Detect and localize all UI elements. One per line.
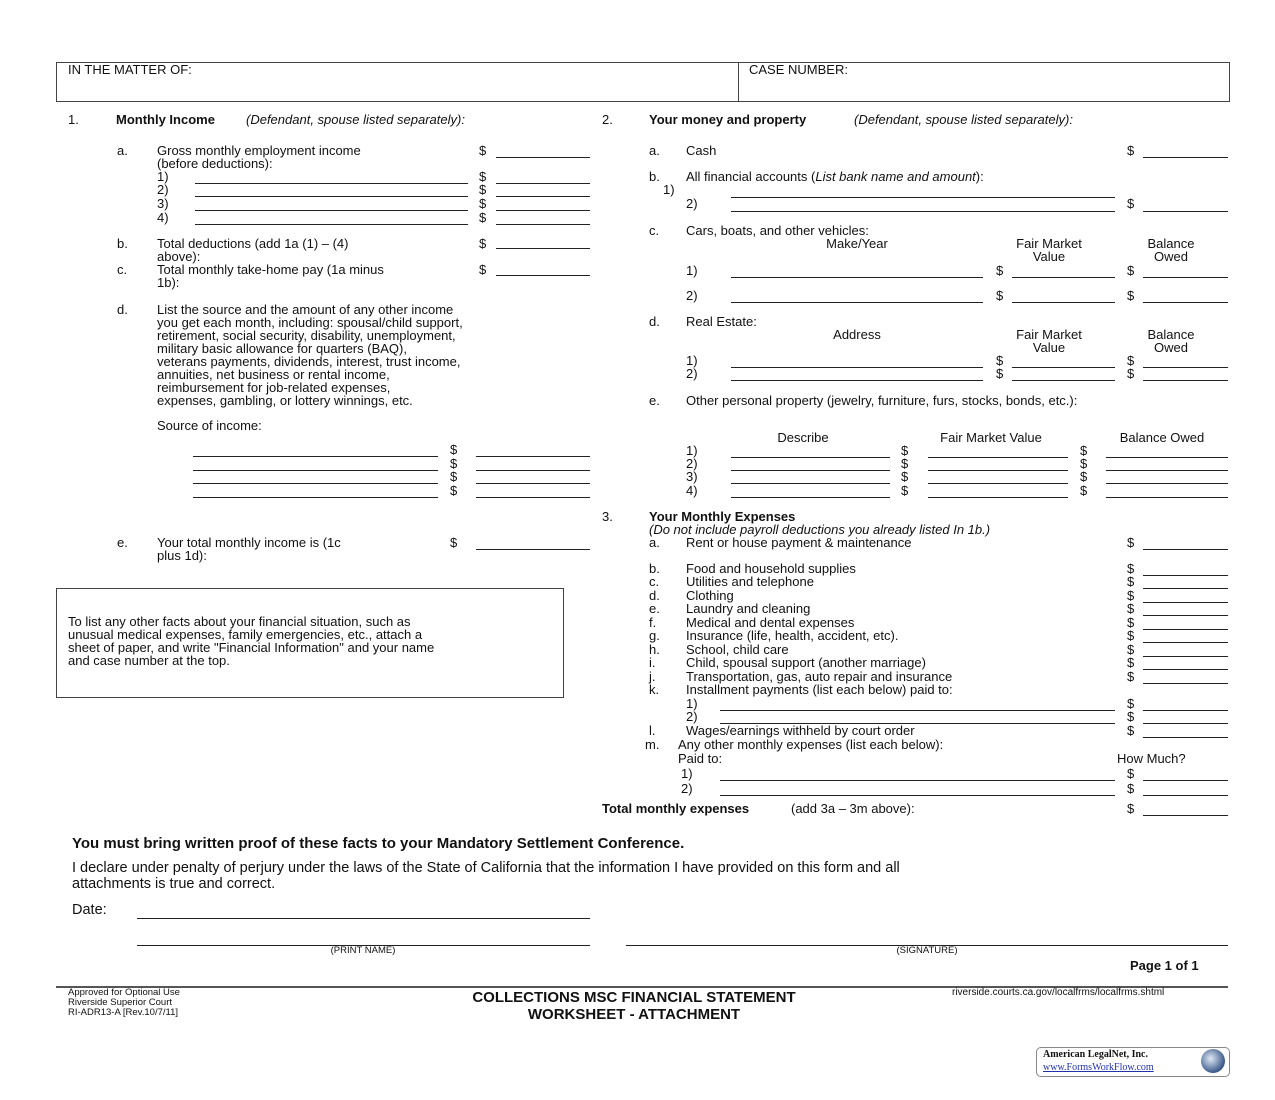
amount-field[interactable] — [1143, 277, 1228, 278]
note-text: sheet of paper, and write "Financial Information" and your name — [68, 640, 435, 655]
proof-notice: You must bring written proof of these facts to your Mandatory Settlement Conference. — [72, 835, 685, 852]
dollar-sign: $ — [1127, 574, 1135, 589]
item-letter: f. — [649, 615, 657, 630]
footer-url: riverside.courts.ca.gov/localfrms/localfrms.shtml — [952, 987, 1165, 998]
dollar-sign: $ — [1080, 456, 1088, 471]
source-field[interactable] — [193, 456, 438, 457]
item-letter: e. — [649, 601, 660, 616]
amount-field[interactable] — [1012, 277, 1115, 278]
section-number: 3. — [602, 509, 613, 524]
note-text: and case number at the top. — [68, 653, 230, 668]
row-number: 1) — [663, 182, 675, 197]
description-field[interactable] — [195, 224, 468, 225]
account-field[interactable] — [731, 197, 1115, 198]
amount-field[interactable] — [1143, 211, 1228, 212]
item-letter: i. — [649, 655, 656, 670]
column-header: Value — [1032, 340, 1066, 355]
describe-field[interactable] — [731, 470, 890, 471]
address-field[interactable] — [731, 380, 983, 381]
declaration-text: I declare under penalty of perjury under the laws of the State of California that the information I have provided on this form and all — [72, 860, 900, 876]
item-label: Total monthly take-home pay (1a minus — [157, 262, 384, 277]
description-field[interactable] — [195, 183, 468, 184]
item-label: annuities, net business or rental income, — [157, 367, 390, 382]
case-number-label: CASE NUMBER: — [749, 62, 848, 77]
amount-field[interactable] — [1143, 157, 1228, 158]
item-letter: l. — [649, 723, 656, 738]
dollar-sign: $ — [901, 469, 909, 484]
dollar-sign: $ — [1127, 366, 1135, 381]
expense-label: Rent or house payment & maintenance — [686, 535, 912, 550]
header-box — [56, 62, 1230, 102]
item-letter: m. — [645, 737, 660, 752]
amount-field[interactable] — [1143, 723, 1228, 724]
dollar-sign: $ — [450, 442, 458, 457]
amount-field[interactable] — [1143, 380, 1228, 381]
column-header: Balance Owed — [1119, 430, 1205, 445]
item-label: Other personal property (jewelry, furniture, furs, stocks, bonds, etc.): — [686, 393, 1078, 408]
item-letter: d. — [649, 314, 660, 329]
dollar-sign: $ — [1080, 469, 1088, 484]
dollar-sign: $ — [1127, 642, 1135, 657]
expense-label: Insurance (life, health, accident, etc). — [686, 628, 899, 643]
expense-label: Installment payments (list each below) paid to: — [686, 682, 953, 697]
row-number: 2) — [157, 182, 169, 197]
vehicle-field[interactable] — [731, 277, 983, 278]
dollar-sign: $ — [1127, 601, 1135, 616]
amount-field[interactable] — [1143, 669, 1228, 670]
source-field[interactable] — [193, 470, 438, 471]
item-letter: e. — [117, 535, 128, 550]
dollar-sign: $ — [1127, 628, 1135, 643]
amount-field[interactable] — [476, 456, 590, 457]
column-header: Owed — [1154, 249, 1188, 264]
item-letter: d. — [649, 588, 660, 603]
item-label: List the source and the amount of any other income — [157, 302, 454, 317]
source-field[interactable] — [193, 483, 438, 484]
american-legalnet-logo[interactable] — [1036, 1047, 1230, 1077]
financial-accounts-label — [686, 170, 984, 183]
dollar-sign: $ — [1127, 801, 1135, 816]
item-label: plus 1d): — [157, 548, 207, 563]
form-title: COLLECTIONS MSC FINANCIAL STATEMENT — [472, 989, 796, 1006]
amount-field[interactable] — [1143, 710, 1228, 711]
amount-field[interactable] — [1106, 470, 1228, 471]
dollar-sign: $ — [450, 456, 458, 471]
section-number: 2. — [602, 112, 613, 127]
source-label: Source of income: — [157, 418, 262, 433]
column-header: Owed — [1154, 340, 1188, 355]
amount-field[interactable] — [1012, 302, 1115, 303]
section-note: (Do not include payroll deductions you already listed In 1b.) — [649, 522, 991, 537]
item-letter: b. — [649, 169, 660, 184]
dollar-sign: $ — [479, 169, 487, 184]
amount-field[interactable] — [1143, 815, 1228, 816]
column-header: Fair Market — [1016, 236, 1082, 251]
column-header: Balance — [1147, 236, 1195, 251]
item-label: Cash — [686, 143, 717, 158]
note-text: unusual medical expenses, family emergencies, etc., attach a — [68, 627, 423, 642]
vehicle-field[interactable] — [731, 302, 983, 303]
amount-field[interactable] — [928, 470, 1068, 471]
amount-field[interactable] — [1143, 602, 1228, 603]
dollar-sign: $ — [479, 196, 487, 211]
amount-field[interactable] — [476, 470, 590, 471]
paid-to-label: Paid to: — [678, 751, 723, 766]
amount-field[interactable] — [1143, 642, 1228, 643]
amount-field[interactable] — [496, 224, 590, 225]
address-field[interactable] — [731, 367, 983, 368]
row-number: 1) — [681, 766, 693, 781]
amount-field[interactable] — [1106, 497, 1228, 498]
item-letter: d. — [117, 302, 128, 317]
item-letter: g. — [649, 628, 660, 643]
print-name-caption: (PRINT NAME) — [330, 945, 396, 956]
item-label: veterans payments, dividends, interest, trust income, — [157, 354, 461, 369]
expense-label: Utilities and telephone — [686, 574, 814, 589]
payee-field[interactable] — [720, 780, 1115, 781]
source-field[interactable] — [193, 497, 438, 498]
item-label: All financial accounts ( — [686, 169, 816, 184]
dollar-sign: $ — [450, 483, 458, 498]
amount-field[interactable] — [476, 549, 590, 550]
dollar-sign: $ — [1127, 781, 1135, 796]
dollar-sign: $ — [1080, 443, 1088, 458]
dollar-sign: $ — [996, 366, 1004, 381]
expense-label: Medical and dental expenses — [686, 615, 855, 630]
row-number: 2) — [686, 288, 698, 303]
item-label-italic: List bank name and amount — [815, 169, 976, 184]
item-letter: b. — [117, 236, 128, 251]
footer-note: Approved for Optional Use — [68, 987, 180, 998]
section-subtitle: (Defendant, spouse listed separately): — [854, 112, 1073, 127]
item-label: 1b): — [157, 275, 180, 290]
amount-field[interactable] — [1106, 457, 1228, 458]
amount-field[interactable] — [496, 248, 590, 249]
amount-field[interactable] — [496, 210, 590, 211]
item-label: Total deductions (add 1a (1) – (4) — [157, 236, 349, 251]
row-number: 2) — [686, 196, 698, 211]
dollar-sign: $ — [1127, 723, 1135, 738]
row-number: 4) — [686, 483, 698, 498]
payee-field[interactable] — [720, 710, 1115, 711]
item-label: ): — [975, 169, 984, 184]
expense-label: Child, spousal support (another marriage) — [686, 655, 926, 670]
row-number: 2) — [686, 456, 698, 471]
dollar-sign: $ — [1080, 483, 1088, 498]
section-subtitle: (Defendant, spouse listed separately): — [246, 112, 465, 127]
dollar-sign: $ — [996, 353, 1004, 368]
item-label: you get each month, including: spousal/child support, — [157, 315, 463, 330]
dollar-sign: $ — [1127, 709, 1135, 724]
row-number: 1) — [157, 169, 169, 184]
logo-link[interactable]: www.FormsWorkFlow.com — [1043, 1062, 1154, 1073]
declaration-text: attachments is true and correct. — [72, 876, 276, 892]
dollar-sign: $ — [1127, 196, 1135, 211]
amount-field[interactable] — [1143, 588, 1228, 589]
column-header: Describe — [777, 430, 829, 445]
item-label: Gross monthly employment income — [157, 143, 361, 158]
item-letter: c. — [117, 262, 128, 277]
amount-field[interactable] — [1143, 656, 1228, 657]
amount-field[interactable] — [496, 183, 590, 184]
expense-label: Laundry and cleaning — [686, 601, 811, 616]
description-field[interactable] — [195, 196, 468, 197]
item-label: expenses, gambling, or lottery winnings, etc. — [157, 393, 413, 408]
amount-field[interactable] — [1143, 780, 1228, 781]
footer-note: Riverside Superior Court — [68, 997, 173, 1008]
dollar-sign: $ — [1127, 588, 1135, 603]
item-letter: a. — [649, 143, 660, 158]
dollar-sign: $ — [1127, 561, 1135, 576]
item-letter: h. — [649, 642, 660, 657]
amount-field[interactable] — [476, 483, 590, 484]
amount-field[interactable] — [1143, 795, 1228, 796]
amount-field[interactable] — [1143, 367, 1228, 368]
dollar-sign: $ — [450, 469, 458, 484]
item-label: retirement, social security, disability, unemployment, — [157, 328, 456, 343]
amount-field[interactable] — [1143, 575, 1228, 576]
amount-field[interactable] — [1143, 549, 1228, 550]
dollar-sign: $ — [901, 443, 909, 458]
expense-label: Transportation, gas, auto repair and insurance — [686, 669, 953, 684]
item-letter: b. — [649, 561, 660, 576]
row-number: 1) — [686, 443, 698, 458]
amount-field[interactable] — [928, 483, 1068, 484]
item-label: Your total monthly income is (1c — [157, 535, 341, 550]
item-label: Real Estate: — [686, 314, 757, 329]
item-letter: c. — [649, 574, 660, 589]
dollar-sign: $ — [1127, 655, 1135, 670]
column-header: Make/Year — [826, 236, 888, 251]
expense-label: Wages/earnings withheld by court order — [686, 723, 915, 738]
item-letter: e. — [649, 393, 660, 408]
globe-icon — [1201, 1049, 1225, 1073]
row-number: 2) — [686, 709, 698, 724]
signature-caption: (SIGNATURE) — [896, 945, 958, 956]
amount-field[interactable] — [1143, 629, 1228, 630]
expense-label: Food and household supplies — [686, 561, 856, 576]
amount-field[interactable] — [1012, 367, 1115, 368]
logo-name: American LegalNet, Inc. — [1043, 1049, 1148, 1060]
dollar-sign: $ — [1127, 669, 1135, 684]
form-title: WORKSHEET - ATTACHMENT — [527, 1006, 741, 1023]
dollar-sign: $ — [996, 288, 1004, 303]
dollar-sign: $ — [1127, 696, 1135, 711]
amount-field[interactable] — [1143, 737, 1228, 738]
describe-field[interactable] — [731, 497, 890, 498]
expense-label: Clothing — [686, 588, 734, 603]
item-label: (before deductions): — [157, 156, 273, 171]
dollar-sign: $ — [479, 182, 487, 197]
dollar-sign: $ — [1127, 535, 1135, 550]
amount-field[interactable] — [1143, 683, 1228, 684]
dollar-sign: $ — [1127, 353, 1135, 368]
amount-field[interactable] — [496, 196, 590, 197]
amount-field[interactable] — [1106, 483, 1228, 484]
amount-field[interactable] — [496, 157, 590, 158]
column-header: Balance — [1147, 327, 1195, 342]
item-letter: c. — [649, 223, 660, 238]
describe-field[interactable] — [731, 483, 890, 484]
row-number: 2) — [681, 781, 693, 796]
dollar-sign: $ — [1127, 263, 1135, 278]
row-number: 4) — [157, 210, 169, 225]
dollar-sign: $ — [450, 535, 458, 550]
dollar-sign: $ — [996, 263, 1004, 278]
item-label: above): — [157, 249, 201, 264]
item-label: reimbursement for job-related expenses, — [157, 380, 391, 395]
section-title: Monthly Income — [116, 112, 215, 127]
amount-field[interactable] — [928, 457, 1068, 458]
header-divider — [738, 62, 739, 101]
amount-field[interactable] — [1012, 380, 1115, 381]
amount-field[interactable] — [1143, 302, 1228, 303]
expense-label: School, child care — [686, 642, 789, 657]
note-text: To list any other facts about your financial situation, such as — [68, 614, 411, 629]
matter-label: IN THE MATTER OF: — [68, 62, 192, 77]
row-number: 1) — [686, 353, 698, 368]
how-much-label: How Much? — [1117, 751, 1186, 766]
row-number: 3) — [157, 196, 169, 211]
date-field[interactable] — [137, 918, 590, 919]
date-label: Date: — [72, 902, 107, 918]
dollar-sign: $ — [479, 143, 487, 158]
dollar-sign: $ — [901, 456, 909, 471]
dollar-sign: $ — [479, 210, 487, 225]
column-header: Fair Market — [1016, 327, 1082, 342]
expense-label: Any other monthly expenses (list each below): — [678, 737, 944, 752]
item-letter: a. — [117, 143, 128, 158]
section-title: Your money and property — [649, 112, 807, 127]
dollar-sign: $ — [479, 236, 487, 251]
row-number: 1) — [686, 696, 698, 711]
describe-field[interactable] — [731, 457, 890, 458]
total-label: (add 3a – 3m above): — [791, 801, 915, 816]
amount-field[interactable] — [1143, 615, 1228, 616]
item-letter: a. — [649, 535, 660, 550]
dollar-sign: $ — [1127, 143, 1135, 158]
dollar-sign: $ — [1127, 615, 1135, 630]
item-label: Cars, boats, and other vehicles: — [686, 223, 869, 238]
footer-note: RI-ADR13-A [Rev.10/7/11] — [68, 1007, 179, 1018]
page-number: Page 1 of 1 — [1130, 958, 1199, 973]
row-number: 2) — [686, 366, 698, 381]
row-number: 1) — [686, 263, 698, 278]
item-label: military basic allowance for quarters (BAQ), — [157, 341, 407, 356]
column-header: Value — [1032, 249, 1066, 264]
amount-field[interactable] — [496, 275, 590, 276]
total-label: Total monthly expenses — [602, 801, 750, 816]
item-letter: j. — [649, 669, 656, 684]
row-number: 3) — [686, 469, 698, 484]
item-letter: k. — [649, 682, 660, 697]
dollar-sign: $ — [901, 483, 909, 498]
column-header: Fair Market Value — [940, 430, 1042, 445]
section-title: Your Monthly Expenses — [649, 509, 796, 524]
dollar-sign: $ — [1127, 766, 1135, 781]
dollar-sign: $ — [1127, 288, 1135, 303]
account-field[interactable] — [731, 211, 1115, 212]
dollar-sign: $ — [479, 262, 487, 277]
section-number: 1. — [68, 112, 79, 127]
description-field[interactable] — [195, 210, 468, 211]
amount-field[interactable] — [928, 497, 1068, 498]
payee-field[interactable] — [720, 795, 1115, 796]
amount-field[interactable] — [476, 497, 590, 498]
column-header: Address — [833, 327, 881, 342]
